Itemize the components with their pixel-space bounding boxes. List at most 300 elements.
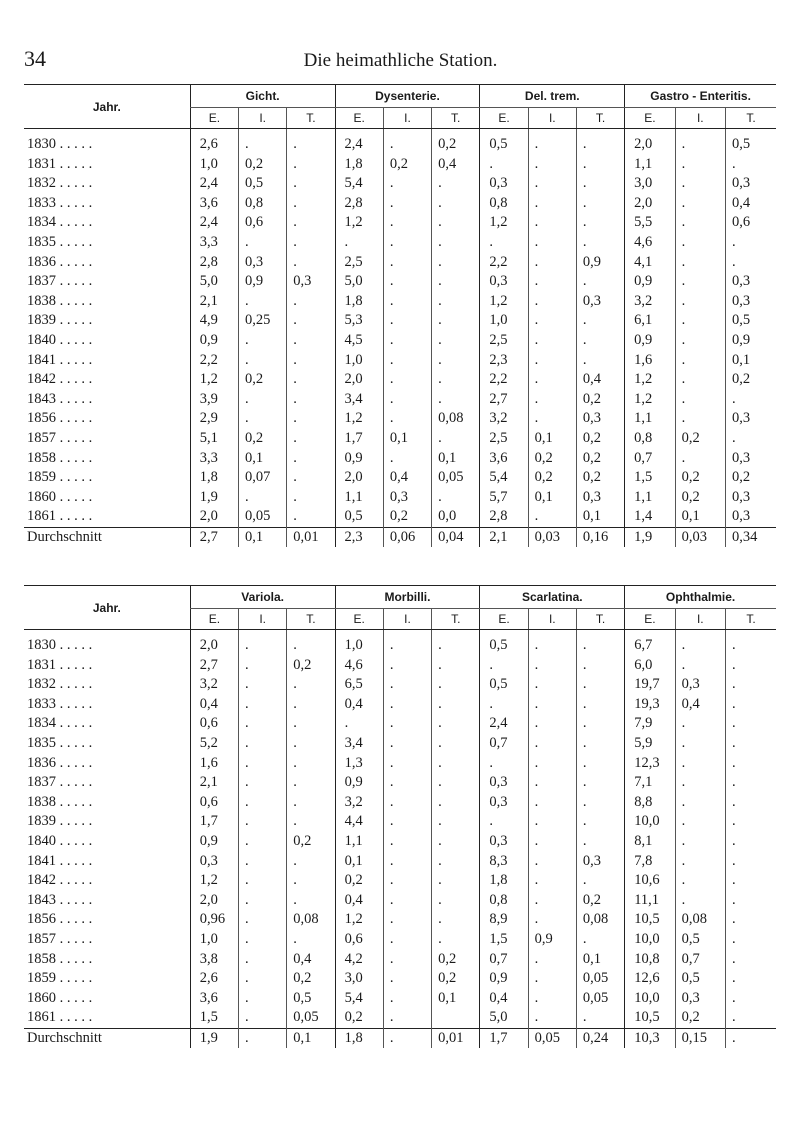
value-cell: . xyxy=(383,950,431,970)
value-cell: 0,05 xyxy=(287,1008,335,1028)
average-value-cell: 0,01 xyxy=(287,527,335,547)
value-cell: . xyxy=(528,233,576,253)
value-cell: 10,6 xyxy=(625,871,675,891)
value-cell: . xyxy=(239,852,287,872)
value-cell: . xyxy=(528,656,576,676)
value-cell: . xyxy=(383,390,431,410)
column-sub-header: I. xyxy=(675,609,725,630)
value-cell: . xyxy=(576,311,624,331)
value-cell: 1,8 xyxy=(335,155,383,175)
value-cell: 0,1 xyxy=(335,852,383,872)
value-cell: 1,7 xyxy=(335,429,383,449)
value-cell: 2,4 xyxy=(335,129,383,155)
average-value-cell: 1,9 xyxy=(625,527,675,547)
value-cell: 0,3 xyxy=(576,852,624,872)
column-sub-header: T. xyxy=(287,609,335,630)
table-row xyxy=(24,734,776,754)
value-cell: 5,9 xyxy=(625,734,675,754)
value-cell: 0,1 xyxy=(432,449,480,469)
value-cell: . xyxy=(675,871,725,891)
value-cell: 0,9 xyxy=(625,331,675,351)
value-cell: 0,9 xyxy=(239,272,287,292)
year-cell: 1843 . . . . . xyxy=(27,891,93,908)
value-cell: . xyxy=(432,754,480,774)
value-cell: . xyxy=(528,950,576,970)
value-cell: 1,1 xyxy=(625,155,675,175)
value-cell: . xyxy=(432,253,480,273)
value-cell: . xyxy=(432,734,480,754)
value-cell: . xyxy=(287,734,335,754)
value-cell: 1,2 xyxy=(480,292,528,312)
value-cell: 0,3 xyxy=(725,507,776,527)
value-cell: . xyxy=(287,468,335,488)
value-cell: 2,5 xyxy=(480,429,528,449)
value-cell: . xyxy=(576,1008,624,1028)
value-cell: . xyxy=(528,331,576,351)
average-value-cell: 0,03 xyxy=(675,527,725,547)
table-row xyxy=(24,1008,776,1028)
value-cell: . xyxy=(726,891,776,911)
column-sub-header: E. xyxy=(335,609,383,630)
value-cell: . xyxy=(432,233,480,253)
value-cell: 0,3 xyxy=(725,272,776,292)
value-cell: . xyxy=(675,449,725,469)
value-cell: . xyxy=(576,695,624,715)
value-cell: . xyxy=(528,129,576,155)
value-cell: 10,0 xyxy=(625,930,675,950)
value-cell: 6,1 xyxy=(625,311,675,331)
value-cell: 4,1 xyxy=(625,253,675,273)
value-cell: . xyxy=(675,155,725,175)
disease-group-header: Dysenterie. xyxy=(335,85,480,108)
value-cell: 1,0 xyxy=(190,155,238,175)
table-row xyxy=(24,468,776,488)
value-cell: 0,2 xyxy=(239,155,287,175)
value-cell xyxy=(432,1008,480,1028)
value-cell: 1,9 xyxy=(190,488,238,508)
value-cell: 0,2 xyxy=(675,1008,725,1028)
value-cell: 0,2 xyxy=(432,969,480,989)
value-cell: 2,4 xyxy=(190,213,238,233)
value-cell: 0,6 xyxy=(190,793,238,813)
value-cell: 0,1 xyxy=(576,950,624,970)
value-cell: 1,6 xyxy=(190,754,238,774)
table-row xyxy=(24,675,776,695)
value-cell: 10,0 xyxy=(625,812,675,832)
value-cell: 8,3 xyxy=(480,852,528,872)
value-cell: 1,0 xyxy=(335,630,383,656)
value-cell: 0,7 xyxy=(480,734,528,754)
value-cell: . xyxy=(239,233,287,253)
value-cell: . xyxy=(432,429,480,449)
value-cell: . xyxy=(383,773,431,793)
value-cell: . xyxy=(480,656,528,676)
average-value-cell: 0,1 xyxy=(287,1028,335,1048)
value-cell: . xyxy=(432,871,480,891)
value-cell: 0,4 xyxy=(576,370,624,390)
value-cell: 5,0 xyxy=(480,1008,528,1028)
value-cell: . xyxy=(239,930,287,950)
table-row xyxy=(24,449,776,469)
average-value-cell: 10,3 xyxy=(625,1028,675,1048)
value-cell: 0,2 xyxy=(335,871,383,891)
value-cell: 1,1 xyxy=(335,832,383,852)
value-cell: 0,8 xyxy=(625,429,675,449)
value-cell: 3,2 xyxy=(335,793,383,813)
value-cell: . xyxy=(528,292,576,312)
value-cell: . xyxy=(287,507,335,527)
value-cell: . xyxy=(432,351,480,371)
value-cell: . xyxy=(675,370,725,390)
value-cell: 0,2 xyxy=(432,950,480,970)
year-cell: 1860 . . . . . xyxy=(27,488,93,505)
year-cell: 1858 . . . . . xyxy=(27,449,93,466)
value-cell: 10,0 xyxy=(625,989,675,1009)
value-cell: 1,6 xyxy=(625,351,675,371)
value-cell: . xyxy=(432,812,480,832)
value-cell: . xyxy=(726,773,776,793)
value-cell: 0,3 xyxy=(725,409,776,429)
value-cell: 0,3 xyxy=(725,174,776,194)
value-cell: . xyxy=(726,714,776,734)
value-cell: . xyxy=(528,174,576,194)
value-cell: . xyxy=(335,233,383,253)
value-cell: . xyxy=(726,754,776,774)
value-cell: 0,9 xyxy=(725,331,776,351)
average-value-cell: 0,05 xyxy=(528,1028,576,1048)
value-cell: . xyxy=(726,930,776,950)
table-row xyxy=(24,292,776,312)
average-value-cell: 2,1 xyxy=(480,527,528,547)
value-cell: 0,7 xyxy=(480,950,528,970)
column-sub-header: T. xyxy=(287,108,335,129)
year-cell: 1860 . . . . . xyxy=(27,989,93,1006)
value-cell: . xyxy=(239,409,287,429)
value-cell: . xyxy=(675,272,725,292)
value-cell: . xyxy=(239,630,287,656)
disease-group-header: Scarlatina. xyxy=(480,586,625,609)
value-cell: . xyxy=(528,194,576,214)
value-cell: . xyxy=(239,950,287,970)
value-cell: . xyxy=(576,272,624,292)
value-cell: . xyxy=(239,734,287,754)
year-cell: 1832 . . . . . xyxy=(27,175,93,192)
value-cell: . xyxy=(383,449,431,469)
value-cell: 1,2 xyxy=(480,213,528,233)
year-cell: 1837 . . . . . xyxy=(27,774,93,791)
value-cell: 3,9 xyxy=(190,390,238,410)
year-cell: 1840 . . . . . xyxy=(27,331,93,348)
value-cell: 0,2 xyxy=(528,449,576,469)
value-cell: 5,0 xyxy=(335,272,383,292)
value-cell: . xyxy=(576,233,624,253)
value-cell: . xyxy=(528,754,576,774)
table-row xyxy=(24,773,776,793)
value-cell: 0,1 xyxy=(725,351,776,371)
value-cell: . xyxy=(726,675,776,695)
value-cell: 1,1 xyxy=(335,488,383,508)
table-row xyxy=(24,233,776,253)
column-sub-header: I. xyxy=(675,108,725,129)
value-cell: . xyxy=(726,950,776,970)
value-cell: . xyxy=(239,656,287,676)
value-cell: . xyxy=(287,331,335,351)
year-cell: 1838 . . . . . xyxy=(27,793,93,810)
table-row xyxy=(24,507,776,527)
value-cell: 4,4 xyxy=(335,812,383,832)
value-cell: 3,2 xyxy=(190,675,238,695)
value-cell: . xyxy=(675,891,725,911)
year-cell: 1857 . . . . . xyxy=(27,930,93,947)
table-row xyxy=(24,989,776,1009)
year-cell: 1857 . . . . . xyxy=(27,429,93,446)
year-cell: 1841 . . . . . xyxy=(27,852,93,869)
value-cell: . xyxy=(725,233,776,253)
value-cell: . xyxy=(528,773,576,793)
value-cell: . xyxy=(725,390,776,410)
value-cell: . xyxy=(383,370,431,390)
value-cell: . xyxy=(287,194,335,214)
value-cell: 0,08 xyxy=(287,910,335,930)
value-cell: . xyxy=(239,695,287,715)
year-cell: 1836 . . . . . xyxy=(27,754,93,771)
value-cell: . xyxy=(528,272,576,292)
year-cell: 1830 . . . . . xyxy=(27,637,93,653)
table-row xyxy=(24,213,776,233)
value-cell: 0,2 xyxy=(576,891,624,911)
value-cell: . xyxy=(432,630,480,656)
value-cell: 0,9 xyxy=(335,773,383,793)
value-cell: 0,8 xyxy=(239,194,287,214)
value-cell: 12,6 xyxy=(625,969,675,989)
value-cell: 0,8 xyxy=(480,891,528,911)
value-cell: . xyxy=(528,871,576,891)
average-value-cell: 0,06 xyxy=(383,527,431,547)
value-cell: . xyxy=(383,311,431,331)
year-cell: 1843 . . . . . xyxy=(27,390,93,407)
value-cell: . xyxy=(480,754,528,774)
table-row xyxy=(24,891,776,911)
value-cell: 1,8 xyxy=(480,871,528,891)
value-cell: 0,4 xyxy=(480,989,528,1009)
value-cell: 3,4 xyxy=(335,390,383,410)
value-cell: . xyxy=(432,930,480,950)
year-cell: 1836 . . . . . xyxy=(27,253,93,270)
value-cell: . xyxy=(432,852,480,872)
year-cell: 1861 . . . . . xyxy=(27,508,93,525)
value-cell: 0,1 xyxy=(528,429,576,449)
value-cell: . xyxy=(383,656,431,676)
average-value-cell: 0,16 xyxy=(576,527,624,547)
value-cell: . xyxy=(528,734,576,754)
value-cell: 4,2 xyxy=(335,950,383,970)
value-cell: . xyxy=(528,253,576,273)
value-cell: 4,9 xyxy=(190,311,238,331)
value-cell: 1,2 xyxy=(190,370,238,390)
value-cell: . xyxy=(287,129,335,155)
value-cell: 3,3 xyxy=(190,449,238,469)
group-header-row xyxy=(24,586,776,609)
year-cell: 1858 . . . . . xyxy=(27,950,93,967)
value-cell: 2,7 xyxy=(190,656,238,676)
value-cell: 3,6 xyxy=(190,989,238,1009)
table-row xyxy=(24,950,776,970)
value-cell: 4,6 xyxy=(625,233,675,253)
value-cell: 1,0 xyxy=(335,351,383,371)
value-cell: 2,0 xyxy=(335,370,383,390)
value-cell: 0,2 xyxy=(383,155,431,175)
table-row xyxy=(24,311,776,331)
value-cell: . xyxy=(675,253,725,273)
value-cell: . xyxy=(675,409,725,429)
value-cell: 0,3 xyxy=(480,272,528,292)
value-cell: . xyxy=(528,213,576,233)
value-cell: . xyxy=(383,695,431,715)
table-row xyxy=(24,910,776,930)
value-cell: . xyxy=(726,1008,776,1028)
value-cell: 0,3 xyxy=(675,675,725,695)
column-sub-header: T. xyxy=(432,609,480,630)
value-cell: . xyxy=(480,695,528,715)
value-cell: . xyxy=(675,852,725,872)
value-cell: 0,3 xyxy=(576,488,624,508)
page-number: 34 xyxy=(24,46,46,71)
value-cell: . xyxy=(675,129,725,155)
value-cell: 0,6 xyxy=(239,213,287,233)
value-cell: . xyxy=(528,507,576,527)
value-cell: . xyxy=(726,969,776,989)
value-cell: . xyxy=(383,630,431,656)
value-cell: . xyxy=(383,871,431,891)
value-cell: 1,8 xyxy=(190,468,238,488)
value-cell: . xyxy=(239,292,287,312)
value-cell: 2,1 xyxy=(190,773,238,793)
average-value-cell: 0,1 xyxy=(239,527,287,547)
value-cell: 5,0 xyxy=(190,272,238,292)
year-cell: 1831 . . . . . xyxy=(27,656,93,673)
value-cell: . xyxy=(287,409,335,429)
year-cell: 1841 . . . . . xyxy=(27,351,93,368)
table-row xyxy=(24,351,776,371)
value-cell: . xyxy=(383,891,431,911)
column-sub-header: I. xyxy=(528,609,576,630)
value-cell: 0,4 xyxy=(432,155,480,175)
value-cell: . xyxy=(287,852,335,872)
value-cell: 1,0 xyxy=(480,311,528,331)
value-cell: 1,5 xyxy=(480,930,528,950)
average-value-cell: . xyxy=(383,1028,431,1048)
value-cell: 2,1 xyxy=(190,292,238,312)
value-cell: . xyxy=(576,734,624,754)
column-sub-header: E. xyxy=(190,609,238,630)
year-cell: 1856 . . . . . xyxy=(27,911,93,928)
value-cell: . xyxy=(480,233,528,253)
value-cell: 2,0 xyxy=(335,468,383,488)
value-cell: 0,2 xyxy=(239,370,287,390)
value-cell: . xyxy=(675,351,725,371)
value-cell: 2,0 xyxy=(625,194,675,214)
value-cell: . xyxy=(675,233,725,253)
value-cell: . xyxy=(432,793,480,813)
value-cell: . xyxy=(432,272,480,292)
value-cell: 3,6 xyxy=(480,449,528,469)
value-cell: 2,8 xyxy=(335,194,383,214)
table-row xyxy=(24,656,776,676)
value-cell: 0,2 xyxy=(287,969,335,989)
value-cell: 19,3 xyxy=(625,695,675,715)
value-cell: 2,9 xyxy=(190,409,238,429)
value-cell: . xyxy=(383,812,431,832)
value-cell: . xyxy=(725,429,776,449)
value-cell: . xyxy=(287,429,335,449)
disease-group-header: Ophthalmie. xyxy=(625,586,776,609)
value-cell: 2,3 xyxy=(480,351,528,371)
value-cell: 0,1 xyxy=(576,507,624,527)
value-cell: . xyxy=(576,351,624,371)
value-cell: . xyxy=(287,714,335,734)
value-cell: . xyxy=(432,910,480,930)
average-row xyxy=(24,527,776,547)
value-cell: 0,2 xyxy=(576,468,624,488)
value-cell: 0,2 xyxy=(675,488,725,508)
value-cell: . xyxy=(383,292,431,312)
value-cell: . xyxy=(432,675,480,695)
value-cell: . xyxy=(576,812,624,832)
value-cell: . xyxy=(726,989,776,1009)
value-cell: . xyxy=(726,656,776,676)
value-cell: . xyxy=(432,292,480,312)
value-cell: 0,9 xyxy=(190,331,238,351)
value-cell: 3,4 xyxy=(335,734,383,754)
value-cell: 0,25 xyxy=(239,311,287,331)
value-cell: 8,1 xyxy=(625,832,675,852)
table-row xyxy=(24,969,776,989)
value-cell: . xyxy=(287,871,335,891)
value-cell: . xyxy=(528,969,576,989)
value-cell: . xyxy=(528,891,576,911)
value-cell: . xyxy=(383,852,431,872)
value-cell: . xyxy=(432,370,480,390)
year-cell: 1832 . . . . . xyxy=(27,676,93,693)
value-cell: . xyxy=(726,630,776,656)
value-cell: . xyxy=(675,812,725,832)
value-cell: 0,3 xyxy=(480,793,528,813)
value-cell: 0,9 xyxy=(625,272,675,292)
value-cell: 0,3 xyxy=(287,272,335,292)
value-cell: . xyxy=(383,174,431,194)
value-cell: . xyxy=(432,832,480,852)
value-cell: 7,8 xyxy=(625,852,675,872)
value-cell: . xyxy=(675,793,725,813)
value-cell: 5,2 xyxy=(190,734,238,754)
value-cell: 3,8 xyxy=(190,950,238,970)
value-cell: . xyxy=(432,714,480,734)
value-cell: . xyxy=(576,155,624,175)
value-cell: . xyxy=(576,930,624,950)
value-cell: . xyxy=(239,675,287,695)
value-cell: 6,5 xyxy=(335,675,383,695)
column-sub-header: T. xyxy=(432,108,480,129)
value-cell: . xyxy=(432,773,480,793)
value-cell: . xyxy=(576,675,624,695)
value-cell: . xyxy=(726,871,776,891)
disease-group-header: Del. trem. xyxy=(480,85,625,108)
value-cell: . xyxy=(239,812,287,832)
value-cell: 3,2 xyxy=(625,292,675,312)
value-cell: . xyxy=(383,754,431,774)
value-cell: . xyxy=(528,812,576,832)
value-cell: . xyxy=(726,812,776,832)
